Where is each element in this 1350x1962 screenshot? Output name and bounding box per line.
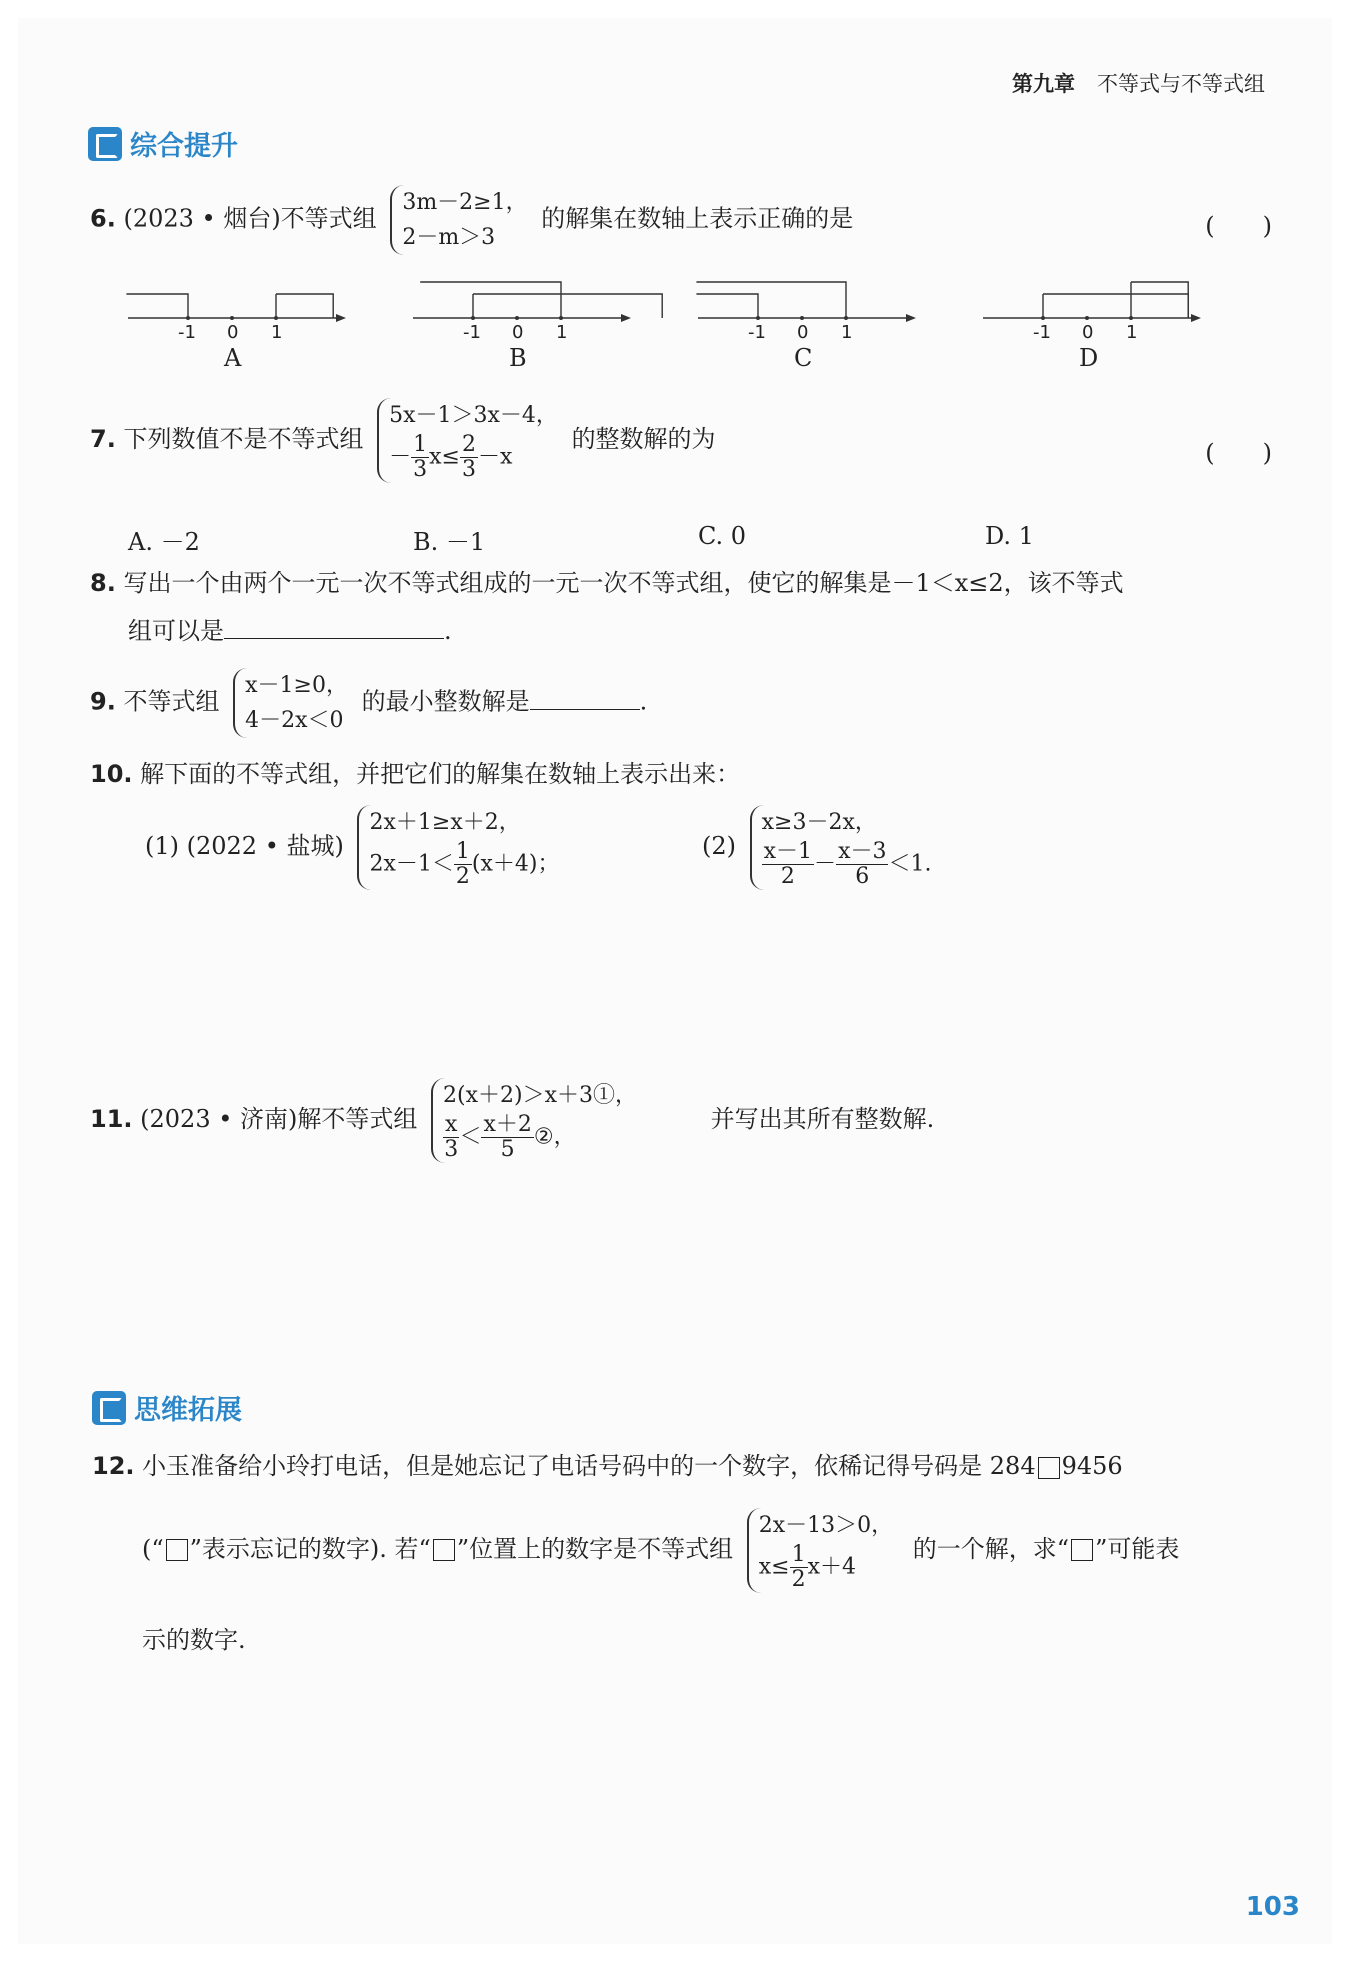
question-number: 10.	[90, 760, 133, 788]
edit-icon	[88, 127, 122, 161]
inequality-system	[390, 185, 527, 255]
tick-label: -1	[178, 322, 196, 343]
tick-label: 0	[797, 322, 809, 343]
inequality-part: ＜1.	[888, 851, 932, 877]
sub-question-label: (1) (2022 • 盐城)	[145, 831, 344, 860]
question-number: 6.	[90, 204, 116, 233]
tick-label: 0	[227, 322, 239, 343]
period: .	[444, 617, 452, 645]
tick-label: 1	[556, 322, 568, 343]
sub-question-label: (2)	[702, 831, 736, 860]
blank-box	[166, 1539, 188, 1561]
page-number: 103	[1245, 1892, 1300, 1922]
question-12-line3	[142, 1622, 246, 1658]
option-c: C. 0	[698, 522, 747, 550]
inequality-line: 3m－2≥1，	[402, 190, 528, 215]
fraction	[411, 433, 429, 482]
option-label: D	[1079, 344, 1099, 372]
tick-label: 1	[271, 322, 283, 343]
option-a: A. －2	[128, 528, 200, 556]
rocket-icon	[92, 1391, 126, 1425]
page-header	[1012, 68, 1265, 98]
blank-box	[1071, 1539, 1093, 1561]
arrow-head	[336, 314, 346, 322]
period: .	[639, 687, 648, 716]
question-text: 写出一个由两个一元一次不等式组成的一元一次不等式组，使它的解集是－1＜x≤2，该不等式	[123, 569, 1124, 597]
question-text: ”可能表	[1095, 1534, 1180, 1563]
section-title: 综合提升	[130, 131, 238, 162]
fraction	[762, 840, 814, 889]
question-12	[92, 1448, 1123, 1484]
numerator: 1	[791, 1542, 806, 1568]
question-text: 并写出其所有整数解.	[710, 1104, 935, 1133]
tick-mark	[800, 316, 804, 320]
inequality-line: 2－m＞3	[402, 225, 496, 251]
answer-paren: ( )	[1205, 439, 1272, 467]
inequality-part: x≤	[429, 444, 460, 470]
minus-sign: －	[389, 444, 412, 470]
question-text: 的解集在数轴上表示正确的是	[541, 204, 854, 233]
inequality-part: ②，	[533, 1124, 576, 1150]
fraction	[443, 1113, 459, 1162]
solution-ray	[1043, 294, 1188, 318]
question-text: (“	[142, 1534, 164, 1563]
tick-label: -1	[1033, 322, 1051, 343]
fraction	[454, 840, 472, 889]
inequality-part: 2x－1＜	[369, 851, 454, 877]
solution-ray	[1131, 282, 1188, 318]
inequality-line: 2(x＋2)＞x＋3①，	[443, 1083, 637, 1108]
denominator: 2	[791, 1567, 806, 1593]
chapter-label: 第九章	[1012, 72, 1075, 96]
fraction	[836, 840, 888, 889]
solution-ray	[696, 294, 758, 318]
fraction	[460, 433, 478, 482]
denominator: 2	[780, 864, 795, 890]
solution-ray	[420, 282, 561, 318]
numerator: x－1	[763, 839, 813, 865]
tick-label: -1	[463, 322, 481, 343]
inequality-part: x＋4	[807, 1554, 856, 1580]
tick-mark	[230, 316, 234, 320]
question-text: 组可以是	[128, 617, 224, 645]
question-text: 小玉准备给小玲打电话，但是她忘记了电话号码中的一个数字，依稀记得号码是 284	[142, 1452, 1036, 1480]
question-number: 7.	[90, 424, 116, 453]
solution-ray	[696, 282, 846, 318]
question-6	[90, 185, 853, 255]
fraction	[481, 1113, 533, 1162]
question-text: ”表示忘记的数字). 若“	[189, 1534, 431, 1563]
question-text: 9456	[1061, 1452, 1123, 1480]
inequality-part: ＜	[459, 1124, 482, 1150]
denominator: 3	[413, 457, 428, 483]
arrow-head	[621, 314, 631, 322]
minus-sign: －	[814, 851, 837, 877]
inequality-part: (x＋4)；	[471, 851, 560, 877]
question-8	[90, 565, 1124, 601]
option-b: B. －1	[413, 528, 486, 556]
inequality-part: －x	[477, 444, 513, 470]
question-text: 不等式组	[123, 687, 220, 716]
question-10	[90, 756, 740, 792]
inequality-line: x≥3－2x，	[761, 810, 877, 835]
fraction	[790, 1543, 808, 1592]
denominator: 6	[855, 864, 870, 890]
number-line-options	[120, 272, 1220, 382]
question-10-part2	[702, 805, 937, 890]
inequality-system	[377, 398, 558, 483]
option-label: A	[224, 344, 242, 372]
tick-mark	[1085, 316, 1089, 320]
question-text: 的最小整数解是	[361, 687, 530, 716]
question-text: ”位置上的数字是不等式组	[456, 1534, 734, 1563]
tick-mark	[515, 316, 519, 320]
option-d: D. 1	[985, 522, 1034, 550]
solution-ray	[126, 294, 188, 318]
question-text: (2023 • 烟台)不等式组	[123, 204, 377, 233]
answer-paren: ( )	[1205, 212, 1272, 240]
inequality-system	[750, 805, 932, 890]
option-label: C	[794, 344, 813, 372]
chapter-title: 不等式与不等式组	[1097, 72, 1265, 96]
question-text: 解下面的不等式组，并把它们的解集在数轴上表示出来：	[140, 760, 741, 788]
option-label: B	[509, 344, 527, 372]
inequality-line: x－1≥0，	[245, 673, 348, 698]
arrow-head	[1191, 314, 1201, 322]
arrow-head	[906, 314, 916, 322]
tick-label: 0	[512, 322, 524, 343]
question-8-line2	[128, 613, 452, 649]
question-text: 下列数值不是不等式组	[123, 424, 364, 453]
denominator: 3	[461, 457, 476, 483]
solution-ray	[276, 294, 333, 318]
numerator: x	[445, 1112, 458, 1138]
section-title: 思维拓展	[134, 1395, 242, 1426]
numerator: 2	[461, 432, 476, 458]
inequality-system	[747, 1508, 893, 1593]
inequality-system	[233, 668, 348, 738]
question-12-line2	[142, 1508, 1179, 1593]
inequality-line: 5x－1＞3x－4，	[389, 403, 558, 428]
inequality-line: 4－2x＜0	[245, 708, 344, 734]
inequality-line: 2x＋1≥x＋2，	[369, 810, 521, 835]
inequality-part: x≤	[758, 1554, 790, 1580]
tick-label: 1	[841, 322, 853, 343]
numerator: 1	[413, 432, 428, 458]
denominator: 3	[444, 1137, 459, 1163]
question-text: (2023 • 济南)解不等式组	[140, 1104, 418, 1133]
tick-label: 1	[1126, 322, 1138, 343]
question-number: 12.	[92, 1452, 135, 1480]
question-7	[90, 398, 716, 483]
question-number: 9.	[90, 687, 116, 716]
question-text: 示的数字.	[142, 1626, 246, 1654]
question-11	[90, 1078, 934, 1163]
denominator: 5	[500, 1137, 515, 1163]
answer-blank[interactable]	[224, 638, 444, 639]
question-text: 的一个解，求“	[912, 1534, 1070, 1563]
inequality-system	[431, 1078, 637, 1163]
numerator: x＋2	[483, 1112, 532, 1138]
section-heading-2	[92, 1388, 242, 1427]
answer-blank[interactable]	[530, 709, 640, 710]
blank-box	[433, 1539, 455, 1561]
question-10-part1	[145, 805, 565, 890]
solution-ray	[473, 294, 662, 318]
question-text: 的整数解的为	[571, 424, 716, 453]
blank-box	[1038, 1457, 1060, 1479]
section-heading-1	[88, 124, 238, 163]
question-number: 11.	[90, 1104, 133, 1133]
inequality-line: 2x－13＞0，	[758, 1513, 894, 1538]
inequality-system	[357, 805, 559, 890]
tick-label: -1	[748, 322, 766, 343]
denominator: 2	[455, 864, 470, 890]
question-number: 8.	[90, 569, 116, 597]
numerator: x－3	[838, 839, 887, 865]
question-9	[90, 668, 647, 738]
numerator: 1	[455, 839, 470, 865]
tick-label: 0	[1082, 322, 1094, 343]
